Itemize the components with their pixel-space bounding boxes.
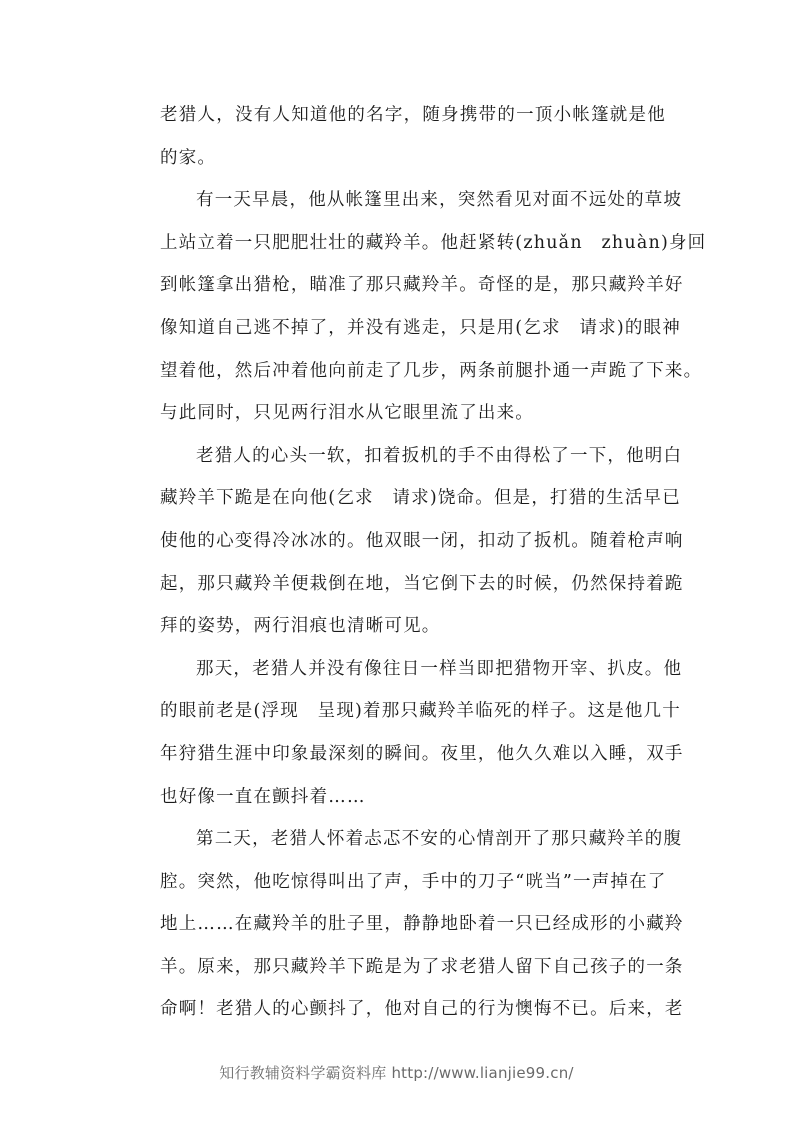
text-line: 上站立着一只肥肥壮壮的藏羚羊。他赶紧转(zhuǎn zhuàn)身回	[160, 232, 707, 253]
text-line: 到帐篷拿出猎枪，瞄准了那只藏羚羊。奇怪的是，那只藏羚羊好	[160, 275, 684, 296]
text-line: 腔。突然，他吃惊得叫出了声，手中的刀子“咣当”一声掉在了	[160, 871, 667, 892]
text-line: 拜的姿势，两行泪痕也清晰可见。	[160, 616, 441, 637]
document-body	[160, 101, 707, 1038]
text-line: 羊。原来，那只藏羚羊下跪是为了求老猎人留下自己孩子的一条	[160, 956, 684, 977]
text-line: 老猎人，没有人知道他的名字，随身携带的一顶小帐篷就是他	[160, 105, 666, 125]
text-line: 那天，老猎人并没有像往日一样当即把猎物开宰、扒皮。他	[196, 658, 683, 679]
text-line: 年狩猎生涯中印象最深刻的瞬间。夜里，他久久难以入睡，双手	[160, 743, 684, 764]
text-line: 的眼前老是(浮现 呈现)着那只藏羚羊临死的样子。这是他几十	[160, 701, 681, 722]
text-line: 使他的心变得冷冰冰的。他双眼一闭，扣动了扳机。随着枪声响	[160, 530, 684, 551]
text-line: 像知道自己逃不掉了，并没有逃走，只是用(乞求 请求)的眼神	[160, 317, 681, 338]
text-line: 的家。	[160, 147, 217, 168]
text-line: 藏羚羊下跪是在向他(乞求 请求)饶命。但是，打猎的生活早已	[160, 488, 681, 509]
text-line: 有一天早晨，他从帐篷里出来，突然看见对面不远处的草坡	[196, 190, 683, 211]
text-line: 起，那只藏羚羊便栽倒在地，当它倒下去的时候，仍然保持着跪	[160, 573, 684, 594]
text-line: 命啊！老猎人的心颤抖了，他对自己的行为懊悔不已。后来，老	[160, 999, 684, 1020]
text-line: 第二天，老猎人怀着忐忑不安的心情剖开了那只藏羚羊的腹	[196, 829, 683, 850]
text-line: 地上……在藏羚羊的肚子里，静静地卧着一只已经成形的小藏羚	[160, 914, 684, 935]
footer-watermark: 知行教辅资料学霸资料库 http://www.lianjie99.cn/	[219, 1064, 574, 1082]
text-line: 与此同时，只见两行泪水从它眼里流了出来。	[160, 403, 534, 424]
text-line: 望着他，然后冲着他向前走了几步，两条前腿扑通一声跪了下来。	[160, 360, 703, 381]
text-line: 也好像一直在颤抖着……	[160, 786, 366, 807]
text-line: 老猎人的心头一软，扣着扳机的手不由得松了一下，他明白	[196, 445, 683, 466]
